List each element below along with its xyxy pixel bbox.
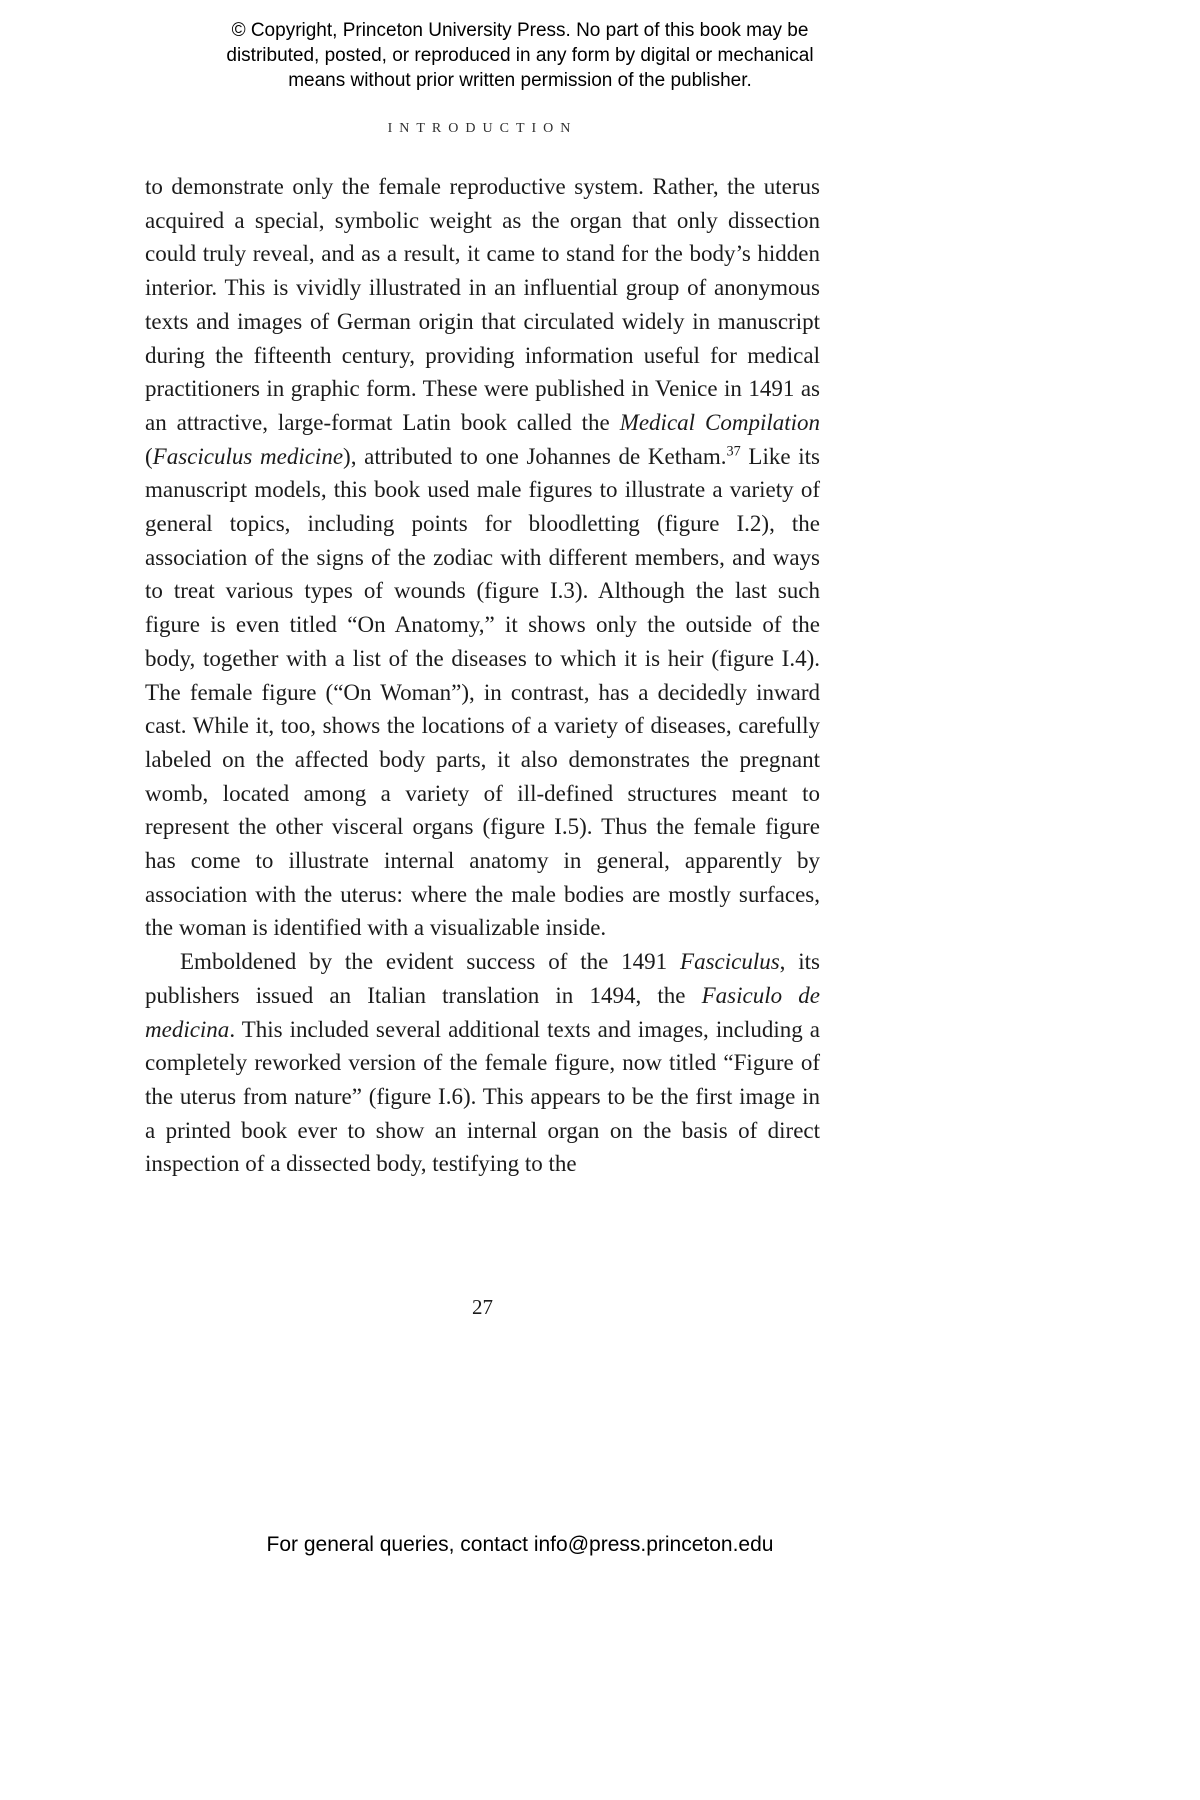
text-segment: . This included several additional texts and images, including a completely reworked version of the female figure, now titled “Figure of the uterus from nature” (figure I.6). This appears to be the first image in a printed book ever to show an internal organ on the basis of direct inspection of a dissected body, testifying to the: [145, 1016, 820, 1177]
text-segment: Emboldened by the evident success of the 1491: [180, 949, 681, 975]
text-segment: to demonstrate only the female reproductive system. Rather, the uterus acquired a special, symbolic weight as the organ that only dissection could truly reveal, and as a result, it came to stand for the body’s hidden interior. This is vividly illustrated in an influential group of anonymous texts and images of German origin that circulated widely in manuscript during the fifteenth century, providing information useful for medical practitioners in graphic form. These were published in Venice in 1491 as an attractive, large-format Latin book called the: [145, 174, 820, 435]
text-segment: Fasciculus medicine: [152, 443, 344, 469]
body-text: [145, 170, 820, 1181]
footnote-reference: 37: [726, 442, 741, 459]
text-segment: ), attributed to one Johannes de Ketham.: [343, 443, 727, 469]
page-number: 27: [472, 1295, 493, 1319]
copyright-line: distributed, posted, or reproduced in any form by digital or mechanical: [226, 45, 814, 66]
paragraph: [145, 945, 820, 1181]
text-segment: Fasciculus: [680, 949, 780, 975]
text-segment: Like its manuscript models, this book used male figures to illustrate a variety of general topics, including points for bloodletting (figure I.2), the association of the signs of the zodiac with different members, and ways to treat various types of wounds (figure I.3). Although the last such figure is even titled “On Anatomy,” it shows only the outside of the body, together with a list of the diseases to which it is heir (figure I.4). The female figure (“On Woman”), in contrast, has a decidedly inward cast. While it, too, shows the locations of a variety of diseases, carefully labeled on the affected body parts, it also demonstrates the pregnant womb, located among a variety of ill-defined structures meant to represent the other visceral organs (figure I.5). Thus the female figure has come to illustrate internal anatomy in general, apparently by association with the uterus: where the male bodies are mostly surfaces, the woman is identified with a visualizable inside.: [145, 443, 820, 941]
text-segment: Medical Compilation: [619, 409, 820, 435]
copyright-line: means without prior written permission of the publisher.: [288, 70, 752, 91]
paragraph: [145, 170, 820, 945]
text-segment: , its publishers issued an Italian translation in 1494, the: [145, 949, 820, 1008]
footer-queries-note: For general queries, contact info@press.princeton.edu: [266, 1533, 774, 1556]
text-segment: Fasiculo de medicina: [145, 982, 820, 1042]
text-segment: (: [145, 443, 153, 469]
running-head: INTRODUCTION: [387, 121, 578, 136]
copyright-line: © Copyright, Princeton University Press. No part of this book may be: [231, 20, 809, 41]
copyright-notice: [0, 18, 1040, 93]
